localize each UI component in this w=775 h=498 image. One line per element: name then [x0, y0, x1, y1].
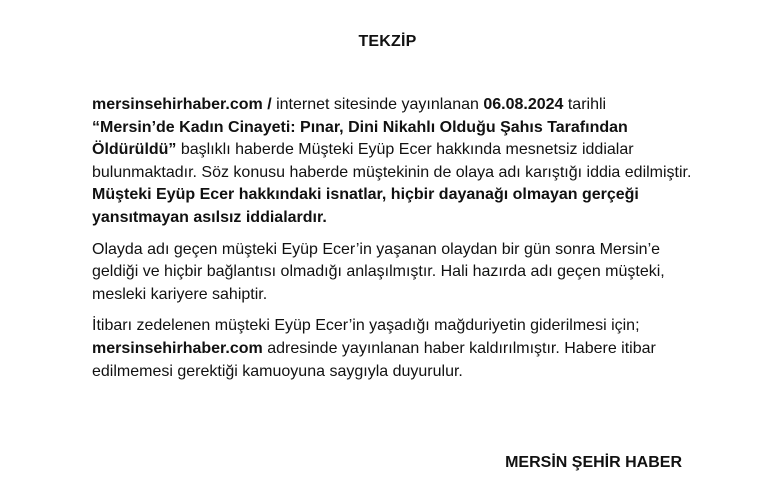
document-body	[92, 94, 692, 392]
publish-date: 06.08.2024	[483, 96, 564, 113]
document-title: TEKZİP	[358, 33, 417, 50]
paragraph-1	[92, 94, 692, 230]
paragraph-1-text-b: tarihli	[563, 96, 607, 113]
paragraph-2: Olayda adı geçen müşteki Eyüp Ecer’in yaşanan olaydan bir gün sonra Mersin’e geldiği ve hiçbir bağlantısı olmadığı anlaşılmıştır. Hali hazırda adı geçen müşteki, mesleki kariyere sahiptir.	[92, 240, 665, 303]
paragraph-3-text-b: adresinde yayınlanan haber kaldırılmıştır. Habere itibar edilmemesi gerektiği kamuoyuna saygıyla duyurulur.	[92, 339, 656, 380]
emphasis-statement: Müşteki Eyüp Ecer hakkındaki isnatlar, hiçbir dayanağı olmayan gerçeği yansıtmayan asılsız iddialardır.	[92, 186, 639, 226]
paragraph-1-text-c: başlıklı haberde Müşteki Eyüp Ecer hakkında mesnetsiz iddialar bulunmaktadır. Söz konusu haberde müştekinin de olaya adı karıştığı iddia edilmiştir.	[92, 141, 692, 181]
paragraph-1-text-a: internet sitesinde yayınlanan	[271, 96, 484, 113]
paragraph-3-text-a: İtibarı zedelenen müşteki Eyüp Ecer’in yaşadığı mağduriyetin giderilmesi için;	[92, 317, 640, 335]
site-name-2: mersinsehirhaber.com	[92, 339, 263, 357]
site-name: mersinsehirhaber.com /	[92, 96, 272, 113]
paragraph-3	[92, 315, 692, 383]
signature: MERSİN ŞEHİR HABER	[505, 454, 682, 471]
news-headline: “Mersin’de Kadın Cinayeti: Pınar, Dini Nikahlı Olduğu Şahıs Tarafından Öldürüldü”	[92, 118, 628, 159]
